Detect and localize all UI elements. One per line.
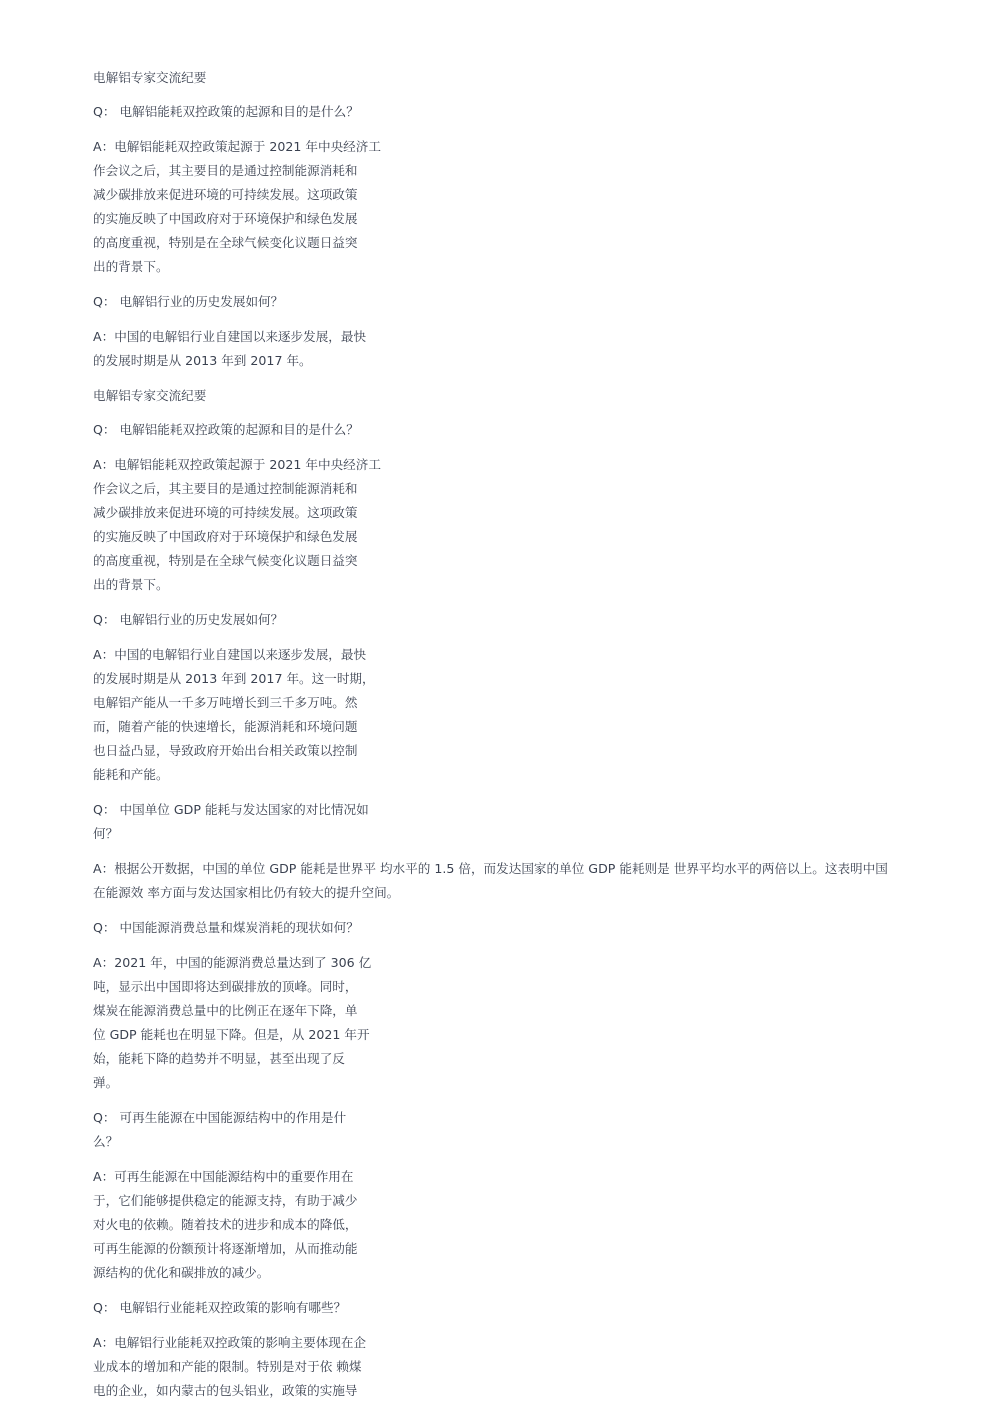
text-line: 电的企业，如内蒙古的包头铝业，政策的实施导 xyxy=(93,1383,358,1398)
text-line: 减少碳排放来促进环境的可持续发展。这项政策 xyxy=(93,187,358,202)
text-line: 何？ xyxy=(93,826,119,841)
text-line: 始，能耗下降的趋势并不明显，甚至出现了反 xyxy=(93,1051,345,1066)
text-line: 减少碳排放来促进环境的可持续发展。这项政策 xyxy=(93,505,358,520)
text-line: Q： 电解铝行业的历史发展如何？ xyxy=(93,294,284,309)
text-line: 能耗和产能。 xyxy=(93,767,169,782)
text-line: 对火电的依赖。随着技术的进步和成本的降低， xyxy=(93,1217,358,1232)
text-line: 于，它们能够提供稳定的能源支持，有助于减少 xyxy=(93,1193,358,1208)
answer-paragraph xyxy=(93,857,953,905)
answer-paragraph xyxy=(93,643,953,787)
document-page xyxy=(93,66,953,1414)
question-paragraph xyxy=(93,1296,953,1320)
text-line: 而，随着产能的快速增长，能源消耗和环境问题 xyxy=(93,719,358,734)
answer-paragraph xyxy=(93,951,953,1095)
text-line: A：电解铝能耗双控政策起源于 2021 年中央经济工 xyxy=(93,457,381,472)
question-paragraph xyxy=(93,100,953,124)
text-line: 可再生能源的份额预计将逐渐增加，从而推动能 xyxy=(93,1241,358,1256)
text-line: 源结构的优化和碳排放的减少。 xyxy=(93,1265,270,1280)
text-line: A：电解铝行业能耗双控政策的影响主要体现在企 xyxy=(93,1335,367,1350)
text-line: 作会议之后，其主要目的是通过控制能源消耗和 xyxy=(93,481,358,496)
text-line: 弹。 xyxy=(93,1075,119,1090)
text-line: 的实施反映了中国政府对于环境保护和绿色发展 xyxy=(93,529,358,544)
text-line: 煤炭在能源消费总量中的比例正在逐年下降，单 xyxy=(93,1003,358,1018)
text-line: A：根据公开数据，中国的单位 GDP 能耗是世界平 均水平的 1.5 倍，而发达国家的单位 GDP 能耗则是 世界平均水平的两倍以上。这表明中国 xyxy=(93,861,888,876)
text-line: Q： 电解铝能耗双控政策的起源和目的是什么？ xyxy=(93,422,359,437)
question-paragraph xyxy=(93,798,953,846)
text-line: 业成本的增加和产能的限制。特别是对于依 赖煤 xyxy=(93,1359,362,1374)
text-line: Q： 电解铝行业的历史发展如何？ xyxy=(93,612,284,627)
text-line: 作会议之后，其主要目的是通过控制能源消耗和 xyxy=(93,163,358,178)
text-line: Q： 中国能源消费总量和煤炭消耗的现状如何？ xyxy=(93,920,359,935)
text-line: 电解铝产能从一千多万吨增长到三千多万吨。然 xyxy=(93,695,358,710)
text-line: 出的背景下。 xyxy=(93,259,169,274)
text-line: 吨，显示出中国即将达到碳排放的顶峰。同时， xyxy=(93,979,358,994)
question-paragraph xyxy=(93,418,953,442)
text-line: 的实施反映了中国政府对于环境保护和绿色发展 xyxy=(93,211,358,226)
text-line: A：2021 年，中国的能源消费总量达到了 306 亿 xyxy=(93,955,372,970)
text-line: 的高度重视，特别是在全球气候变化议题日益突 xyxy=(93,553,358,568)
text-line: Q： 可再生能源在中国能源结构中的作用是什 xyxy=(93,1110,347,1125)
text-line: 电解铝专家交流纪要 xyxy=(93,70,207,85)
question-paragraph xyxy=(93,608,953,632)
answer-paragraph xyxy=(93,325,953,373)
text-line: Q： 电解铝行业能耗双控政策的影响有哪些？ xyxy=(93,1300,347,1315)
text-line: 位 GDP 能耗也在明显下降。但是，从 2021 年开 xyxy=(93,1027,370,1042)
text-line: 的发展时期是从 2013 年到 2017 年。 xyxy=(93,353,312,368)
text-line: 的高度重视，特别是在全球气候变化议题日益突 xyxy=(93,235,358,250)
text-line: A：可再生能源在中国能源结构中的重要作用在 xyxy=(93,1169,354,1184)
text-line: 么？ xyxy=(93,1134,119,1149)
answer-paragraph xyxy=(93,453,953,597)
question-paragraph xyxy=(93,1106,953,1154)
answer-paragraph xyxy=(93,1331,953,1403)
text-line: 也日益凸显，导致政府开始出台相关政策以控制 xyxy=(93,743,358,758)
text-line: 出的背景下。 xyxy=(93,577,169,592)
question-paragraph xyxy=(93,916,953,940)
answer-paragraph xyxy=(93,135,953,279)
document-title xyxy=(93,66,953,90)
question-paragraph xyxy=(93,290,953,314)
text-line: A：中国的电解铝行业自建国以来逐步发展，最快 xyxy=(93,329,367,344)
answer-paragraph xyxy=(93,1165,953,1285)
document-title xyxy=(93,384,953,408)
text-line: Q： 中国单位 GDP 能耗与发达国家的对比情况如 xyxy=(93,802,369,817)
text-line: A：中国的电解铝行业自建国以来逐步发展，最快 xyxy=(93,647,367,662)
text-line: 在能源效 率方面与发达国家相比仍有较大的提升空间。 xyxy=(93,885,400,900)
text-line: Q： 电解铝能耗双控政策的起源和目的是什么？ xyxy=(93,104,359,119)
text-line: A：电解铝能耗双控政策起源于 2021 年中央经济工 xyxy=(93,139,381,154)
text-line: 的发展时期是从 2013 年到 2017 年。这一时期， xyxy=(93,671,375,686)
text-line: 电解铝专家交流纪要 xyxy=(93,388,207,403)
